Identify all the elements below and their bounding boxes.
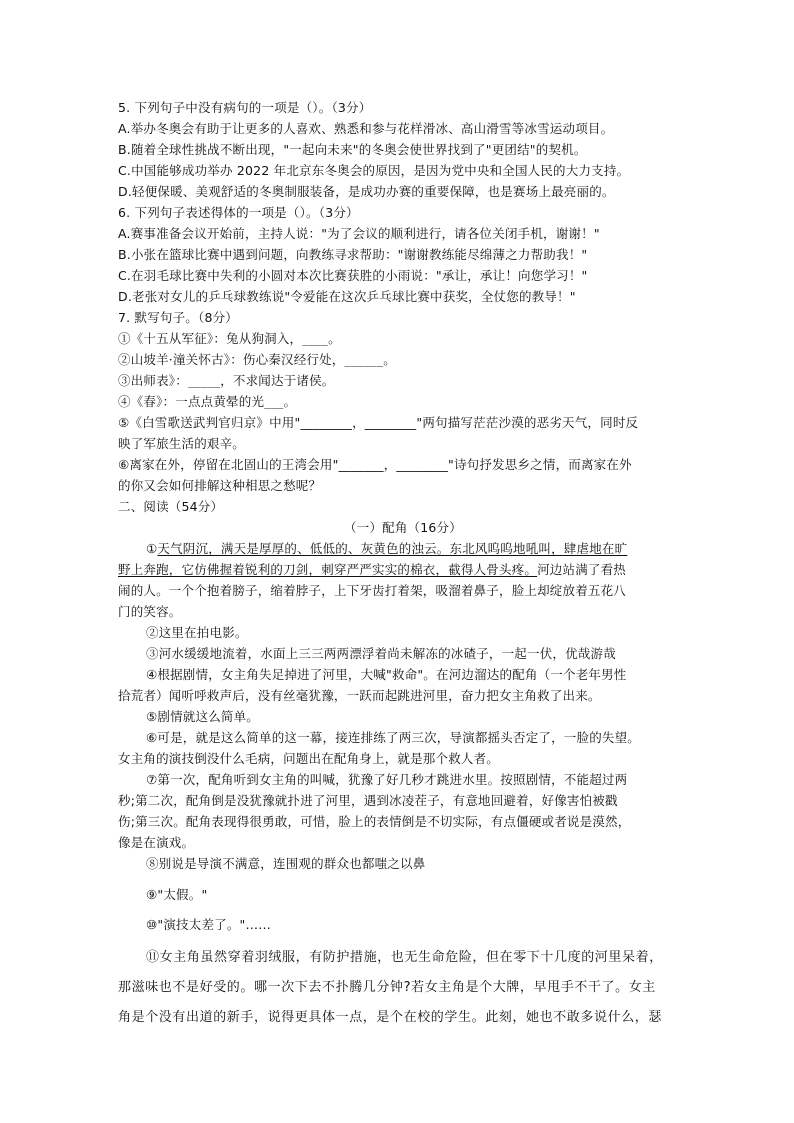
para-1-number: ① (146, 541, 158, 556)
q7-line-5-cont: 映了军旅生活的艰辛。 (118, 436, 246, 451)
q7-line-1-end: 。 (328, 331, 341, 346)
q7-line-5 (118, 412, 688, 433)
paragraph-7-line-2: 秒;第二次，配角倒是没犹豫就扑进了河里，遇到冰凌茬子，有意地回避着，好像害怕被戳 (118, 793, 618, 808)
paragraph-1-line-3: 闹的人。一个个抱着膀子，缩着脖子，上下牙齿打着架，吸溜着鼻子，脸上却绽放着五花八 (118, 583, 627, 598)
q7-line-3 (118, 370, 688, 391)
q7-line-4-end: 。 (283, 394, 297, 409)
paragraph-6-line-2: 女主角的演技倒没什么毛病，问题出在配角身上，就是那个救人者。 (118, 751, 500, 766)
q7-line-3-blank: _____ (187, 373, 221, 388)
paragraph-1-line-4: 门的笑容。 (118, 604, 182, 619)
q7-line-5-text: ⑤《白雪歌送武判官归京》中用" (118, 415, 301, 430)
q7-line-6-blank: _______，________ (338, 457, 449, 472)
q5-option-b: B.随着全球性挑战不断出现，"一起向未来"的冬奥会使世界找到了"更团结"的契机。 (118, 142, 587, 157)
paragraph-7-line-1: ⑦第一次，配角听到女主角的叫喊，犹豫了好几秒才跳进水里。按照剧情，不能超过两 (146, 772, 628, 787)
paragraph-10: ⑩"演技太差了。"…… (146, 917, 271, 932)
paragraph-2: ②这里在拍电影。 (146, 625, 248, 640)
q7-line-2-blank: ______ (344, 352, 384, 367)
paragraph-11-line-1: ⑪女主角虽然穿着羽绒服，有防护措施，也无生命危险，但在零下十几度的河里呆着， (146, 950, 663, 965)
q6-option-b: B.小张在篮球比赛中遇到问题，向教练寻求帮助："谢谢教练能尽绵薄之力帮助我！" (118, 247, 588, 262)
q7-line-5-end: "两句描写茫茫沙漠的恶劣天气，同时反 (416, 415, 639, 430)
q7-stem: 7. 默写句子。（8分） (118, 310, 239, 325)
q7-line-6-cont: 的你又会如何排解这种相思之愁呢？ (118, 478, 322, 493)
paragraph-6-line-1: ⑥可是，就是这么简单的这一幕，接连排练了两三次，导演都摇头否定了，一脸的失望。 (146, 730, 641, 745)
q7-line-2-end: 。 (383, 352, 396, 367)
paragraph-11-line-2: 那滋味也不是好受的。哪一次下去不扑腾几分钟?若女主角是个大牌，早甩手不干了。女主 (118, 980, 656, 995)
paragraph-8: ⑧别说是导演不满意，连围观的群众也都嗤之以鼻 (146, 856, 426, 871)
q7-line-4 (118, 391, 688, 412)
q7-line-4-blank: ___ (264, 394, 284, 409)
paragraph-3: ③河水缓缓地流着，水面上三三两两漂浮着尚未解冻的冰碴子，一起一伏，优哉游哉 (146, 646, 616, 661)
q5-stem: 5. 下列句子中没有病句的一项是（）。（3分） (118, 100, 372, 115)
q7-line-1-text: ①《十五从军征》：兔从狗洞入， (118, 331, 303, 346)
para-1-underlined-a: 天气阴沉，满天是厚厚的、低低的、灰黄色的浊云。东北风呜呜地吼叫，肆虐地在旷 (157, 541, 628, 556)
para-1-underlined-b: 野上奔跑，它仿佛握着锐利的刀剑，刺穿严严实实的棉衣，截得人骨头疼。 (118, 562, 538, 577)
paragraph-1-line-1 (146, 538, 688, 559)
q5-option-d: D.轻便保暖、美观舒适的冬奥制服装备，是成功办赛的重要保障，也是赛场上最亮丽的。 (118, 184, 615, 199)
q6-option-d: D.老张对女儿的乒乓球教练说"令爱能在这次乒乓球比赛中获奖，全仗您的教导！" (118, 289, 576, 304)
q6-stem: 6. 下列句子表述得体的一项是（）。（3分） (118, 205, 359, 220)
section-2-heading: 二、阅读（54分） (118, 499, 224, 514)
paragraph-9: ⑨"太假。" (146, 887, 208, 902)
q6-option-a: A.赛事准备会议开始前，主持人说："为了会议的顺利进行，请各位关闭手机，谢谢！" (118, 226, 600, 241)
q7-line-5-blank: ________，________ (300, 415, 417, 430)
paragraph-7-line-3: 伤;第三次。配角表现得很勇敢，可惜，脸上的表情倒是不切实际，有点僵硬或者说是漠然， (118, 814, 631, 829)
q6-option-c: C.在羽毛球比赛中失利的小圆对本次比赛获胜的小雨说："承让，承让！向您学习！" (118, 268, 588, 283)
paragraph-4-line-1: ④根据剧情，女主角失足掉进了河里，大喊"救命"。在河边溜达的配角（一个老年男性 (146, 667, 627, 682)
paragraph-4-line-2: 拾荒者）闻听呼救声后，没有丝毫犹豫，一跃而起跳进河里，奋力把女主角救了出来。 (118, 688, 601, 703)
q7-line-3-text: ③出师表》： (118, 373, 188, 388)
paragraph-7-line-4: 像是在演戏。 (118, 835, 195, 850)
q7-line-3-end: ，不求闻达于诸侯。 (220, 373, 335, 388)
paragraph-1-line-2 (118, 559, 688, 580)
q7-line-1 (118, 328, 688, 349)
passage-title: （一）配角（16分） (344, 520, 462, 535)
q7-line-6-end: "诗句抒发思乡之情，而离家在外 (448, 457, 632, 472)
q7-line-4-text: ④《春》：一点点黄晕的光 (118, 394, 265, 409)
para-1-rest: 河边站满了看热 (537, 562, 627, 577)
q7-line-1-blank: ____ (302, 331, 329, 346)
paragraph-5: ⑤剧情就这么简单。 (146, 709, 260, 724)
q7-line-2-text: ②山坡羊·潼关怀古》：伤心秦汉经行处， (118, 352, 345, 367)
q5-option-c: C.中国能够成功举办 2022 年北京东冬奥会的原因，是因为党中央和全国人民的大力支持。 (118, 163, 630, 178)
q7-line-2 (118, 349, 688, 370)
paragraph-11-line-3: 角是个没有出道的新手，说得更具体一点，是个在校的学生。此刻，她也不敢多说什么，瑟 (118, 1010, 663, 1025)
q7-line-6 (118, 454, 688, 475)
q5-option-a: A.举办冬奥会有助于让更多的人喜欢、熟悉和参与花样滑冰、高山滑雪等冰雪运动项目。 (118, 121, 614, 136)
q7-line-6-text: ⑥离家在外，停留在北固山的王湾会用" (118, 457, 339, 472)
